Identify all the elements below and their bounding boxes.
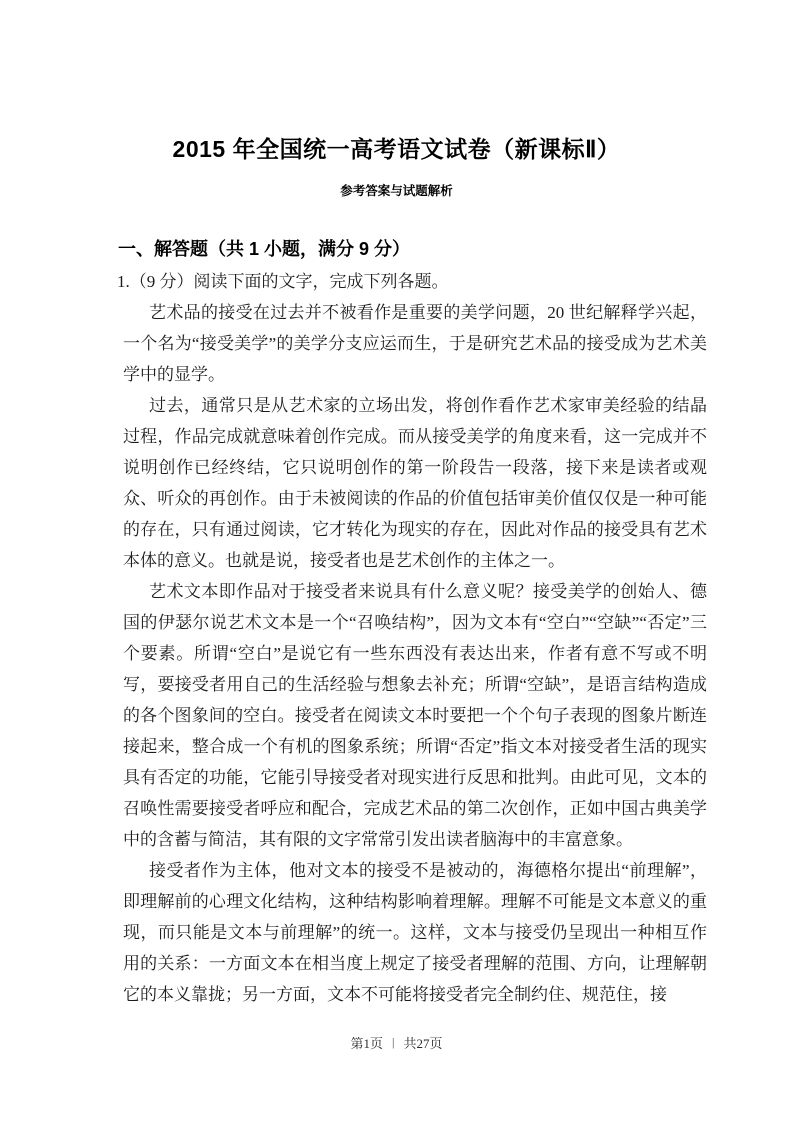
passage-paragraph: 接受者作为主体，他对文本的接受不是被动的，海德格尔提出“前理解”，即理解前的心理文化结构，这种结构影响着理解。理解不可能是文本意义的重现，而只能是文本与前理解”的统一。这样，文本与接受仍呈现出一种相互作用的关系：一方面文本在相当度上规定了接受者理解的范围、方向，让理解朝它的本义靠拢；另一方面，文本不可能将接受者完全制约住、规范住，接 <box>123 861 707 1004</box>
passage-paragraph: 过去，通常只是从艺术家的立场出发，将创作看作艺术家审美经验的结晶过程，作品完成就意味着创作完成。而从接受美学的角度来看，这一完成并不说明创作已经终结，它只说明创作的第一阶段告一段落，接下来是读者或观众、听众的再创作。由于未被阅读的作品的价值包括审美价值仅仅是一种可能的存在，只有通过阅读，它才转化为现实的存在，因此对作品的接受具有艺术本体的意义。也就是说，接受者也是艺术创作的主体之一。 <box>123 396 707 570</box>
document-title: 2015 年全国统一高考语文试卷（新课标Ⅱ） <box>172 136 621 162</box>
page-number-total: 共27页 <box>403 1036 443 1051</box>
passage-block <box>117 266 707 1010</box>
page-number-separator: | <box>392 1035 395 1049</box>
page-footer <box>0 1033 793 1052</box>
passage-paragraph: 艺术文本即作品对于接受者来说具有什么意义呢？接受美学的创始人、德国的伊瑟尔说艺术文本是一个“召唤结构”，因为文本有“空白”“空缺”“否定”三个要素。所谓“空白”是说它有一些东西没有表达出来，作者有意不写或不明写，要接受者用自己的生活经验与想象去补充；所谓“空缺”，是语言结构造成的各个图象间的空白。接受者在阅读文本时要把一个个句子表现的图象片断连接起来，整合成一个有机的图象系统；所谓“否定”指文本对接受者生活的现实具有否定的功能，它能引导接受者对现实进行反思和批判。由此可见，文本的召唤性需要接受者呼应和配合，完成艺术品的第二次创作，正如中国古典美学中的含蓄与简洁，其有限的文字常常引发出读者脑海中的丰富意象。 <box>123 582 707 849</box>
section-heading: 一、解答题（共 1 小题，满分 9 分） <box>118 239 411 259</box>
document-subtitle: 参考答案与试题解析 <box>340 184 453 198</box>
passage-paragraph: 艺术品的接受在过去并不被看作是重要的美学问题，20 世纪解释学兴起，一个名为“接受美学”的美学分支应运而生，于是研究艺术品的接受成为艺术美学中的显学。 <box>123 303 707 384</box>
question-stem: 1.（9 分）阅读下面的文字，完成下列各题。 <box>117 272 449 291</box>
page-number-current: 第1页 <box>350 1036 384 1051</box>
